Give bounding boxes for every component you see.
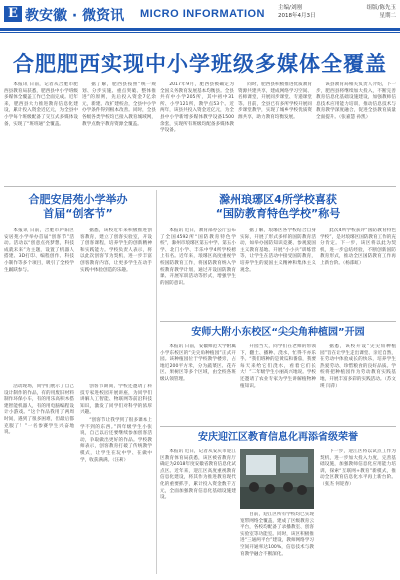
art4-col-1 xyxy=(160,344,236,422)
art2-text-2: 据悉，该校近年来积极推进创客教育，建立了创客实验室，开设了创客课程，培养学生的创新精神和实践能力。学校负责人表示，将以此次创客节为契机，进一步丰富创客教育内容，让更多学生在动手实践中体验创造的乐趣。 xyxy=(80,228,152,273)
art2-text-1: 本报讯 日前，合肥市庐阳区安居苑小学举办首届“创客节”活动。活动以“创意点亮梦想，科技成就未来”为主题，设置了机器人搭建、3D打印、编程创作、科技小制作等多个项目，吸引了全校学生踊跃参与。 xyxy=(4,228,74,273)
divider-3 xyxy=(160,426,396,427)
art2-col-3 xyxy=(4,384,74,572)
art5-col-3 xyxy=(320,449,396,573)
art2-col-4 xyxy=(80,384,152,572)
art4-col-3 xyxy=(320,344,396,422)
art2-headline xyxy=(4,193,152,221)
art2-text-4: 创客节期间，学校还邀请了科技专家进校园开展讲座，为同学们讲解人工智能、物联网等前沿科技知识，激发了同学们对科学的浓厚兴趣。 xyxy=(80,384,152,416)
masthead xyxy=(0,0,400,36)
masthead-rule xyxy=(0,28,400,31)
art4-text-1: 本报讯 日前，安徽师范大学附属小学东校区的“尖尖角种植园”正式开园。该种植园位于学校教学楼旁，占地近200平方米，分为蔬菜区、花卉区、果树区等多个区域，由全校各班级认领管理。 xyxy=(160,344,236,382)
art5-text-1: 本报讯 近日，记者从安庆市迎江区教育体育局获悉，该区被省教育厅确定为2018年度安徽省教育信息化试点区。近年来，迎江区高度重视教育信息化建设，将其作为推进教育现代化的重要抓手，累计投入资金数千万元，全面加强教育信息化基础设施建设。 xyxy=(160,449,236,501)
masthead-meta xyxy=(278,4,396,20)
art2-title-line-1: 合肥安居苑小学举办 xyxy=(28,193,128,206)
art3-col-3 xyxy=(320,228,396,316)
lead-text-2: 据了解，肥西县按照“统一规划、分步实施、重点突破、整体推进”的原则，先后投入资金7亿余元，新建、改扩建校舍，全县中小学办学条件得到根本改善。同时，全县各级各类学校均已接入教育城域网，教学点数字教育资源全覆盖。 xyxy=(82,82,156,127)
editor-credit: 主编/刘刚 xyxy=(278,5,302,11)
classroom-photo xyxy=(240,449,314,509)
lead-text-4: 同时，肥西县积极推进优质教育资源共建共享，建成网络学习空间、名师课堂，开展同步课堂、专递课堂等。目前，全县已有多所学校开展同步课堂教学，实现了城乡学校优质资源共享，助力教育均衡发展。 xyxy=(238,82,312,120)
art3-title-line-1: 滁州琅琊区4所学校喜获 xyxy=(219,193,337,206)
art3-headline xyxy=(160,193,396,221)
art2-col-1 xyxy=(4,228,74,378)
art2-text-5: “创客节让我学到了很多课本上学不到的东西。”四年级学生小张说，自己以后还要继续参加创客活动，争取做出更好的作品。学校教师表示，创客教育打破了传统教学模式，让学生在玩中学、在做中学，收获满满。（汪莉） xyxy=(80,417,152,463)
art3-title-line-2: “国防教育特色学校”称号 xyxy=(215,207,341,220)
design-credit: 组版/陈先玉 xyxy=(366,5,396,11)
section-title: 教安徽 · 微资讯 xyxy=(25,8,125,24)
art5-col-2 xyxy=(240,512,314,573)
classroom-photo-illustration xyxy=(240,449,314,509)
lead-col-5 xyxy=(316,82,396,182)
issue-date: 2018年4月3日 xyxy=(278,13,316,19)
lead-text-5: 该县教育局相关负责人介绍，下一步，肥西县将继续加大投入，不断完善教育信息化基础设施建设，加强教师信息技术应用能力培训，推动信息技术与教育教学深度融合，促进全县教育质量全面提升。（张嘉慧 孙凯） xyxy=(316,82,396,120)
art3-text-1: 本报讯 近日，教育部办公厅公布了全国4592所“国防教育特色学校”，滁州市琅琊区第五中学、第五小学、北门小学、丰乐中学4所学校榜上有名。近年来，琅琊区高度重视学校国防教育工作，将国防教育纳入学校教育教学计划，通过开设国防教育课、开展军训活动等形式，增强学生的国防意识。 xyxy=(160,228,236,286)
art5-text-2: 目前，迎江区所有学校均已实现宽带网络全覆盖，建成了区级教育云平台，各校均配备了录播教室、创客实验室等功能室。同时，该区积极推进“三通两平台”建设，教师网络学习空间开通率达100%，信息技术与教育教学融合不断深化。 xyxy=(240,512,314,557)
art5-headline: 安庆迎江区教育信息化再添省级荣誉 xyxy=(198,432,358,443)
art2-col-2 xyxy=(80,228,152,378)
art5-col-1 xyxy=(160,449,236,573)
masthead-rule-thin xyxy=(0,32,400,33)
art4-headline: 安师大附小东校区“尖尖角种植园”开园 xyxy=(191,327,365,338)
art3-col-1 xyxy=(160,228,236,316)
logo-e: E xyxy=(4,6,22,22)
art3-text-2: 据了解，琅琊区各学校结合自身实际，开展了形式多样的国防教育活动，如举办国防知识竞赛、参观爱国主义教育基地、开展“小小兵”训练营等，让学生在活动中接受国防教育，培养学生的爱国主义精神和集体主义观念。 xyxy=(240,228,316,273)
art4-text-3: 据悉，该校开设“尖尖角种植园”旨在让学生走出课堂、亲近自然，在劳动中体验成长的快乐，培养学生热爱劳动、珍惜粮食的良好品质。学校将把种植园作为劳动教育实践基地，开展丰富多彩的实践活动。（苏文瑛 闫萍） xyxy=(320,344,396,389)
divider-1 xyxy=(4,186,396,187)
section-subtitle: MICRO INFORMATION xyxy=(140,8,266,20)
lead-headline: 合肥肥西实现中小学班级多媒体全覆盖 xyxy=(13,52,387,76)
art4-col-2 xyxy=(240,344,316,422)
lead-text-1: 本报讯 日前，记者从合肥市肥西县教育局获悉，肥西县中小学班级多媒体全覆盖工作已全面完成。近年来，肥西县大力推进教育信息化建设，累计投入资金近亿元，为全县中小学每个班级配备了交互式多媒体设备，实现了“班班通”全覆盖。 xyxy=(4,82,78,127)
lead-col-2 xyxy=(82,82,156,182)
lead-text-3: 2017年9月，肥西县被确定为全国义务教育发展基本均衡县。全县共有中小学205所，其中初中31所、小学121所，教学点53个。近两年，该县共投入资金近亿元，为全县中小学新增多媒体教学设备1500余套，实现所有班级均配备多媒体教学设备。 xyxy=(160,82,234,134)
issue-weekday: 星期二 xyxy=(379,13,396,19)
art3-col-2 xyxy=(240,228,316,316)
lead-col-3 xyxy=(160,82,234,182)
divider-2 xyxy=(160,321,396,322)
art3-text-3: 此次4所学校获评“国防教育特色学校”，是对琅琊区国防教育工作的充分肯定。下一步，该区将以此为契机，进一步总结经验，不断创新国防教育形式，推动全区国防教育工作再上新台阶。（杨邵虹） xyxy=(320,228,396,266)
lead-col-4 xyxy=(238,82,312,182)
column-divider xyxy=(156,190,157,574)
art2-text-3: 活动现场，同学们展示了自己设计制作的作品，有的用废旧材料制作环保小车，有的用乐高积木搭建智能机器人，有的用电脑编程设计小游戏。“这个作品我用了两周时间，遇到了很多困难，但最后都克服了！”一名参赛学生兴奋地说。 xyxy=(4,384,74,436)
art4-text-2: 开园当天，同学们在老师的带领下，翻土、播种、浇水，忙得不亦乐乎。“我们班种的是黄瓜和番茄，我要每天来给它们浇水，看着它们长大！”二年级学生小丽高兴地说。学校还邀请了农业专家为学生讲解植物种植知识。 xyxy=(240,344,316,389)
art2-title-line-2: 首届“创客节” xyxy=(43,207,113,220)
lead-col-1 xyxy=(4,82,78,182)
art5-text-3: 下一步，迎江区将以试点工作为契机，进一步加大投入力度，完善基础设施，加强教师信息化应用能力培训，探索“互联网+教育”新模式，推动全区教育信息化水平再上新台阶。（张杰 何迎春） xyxy=(320,449,396,487)
